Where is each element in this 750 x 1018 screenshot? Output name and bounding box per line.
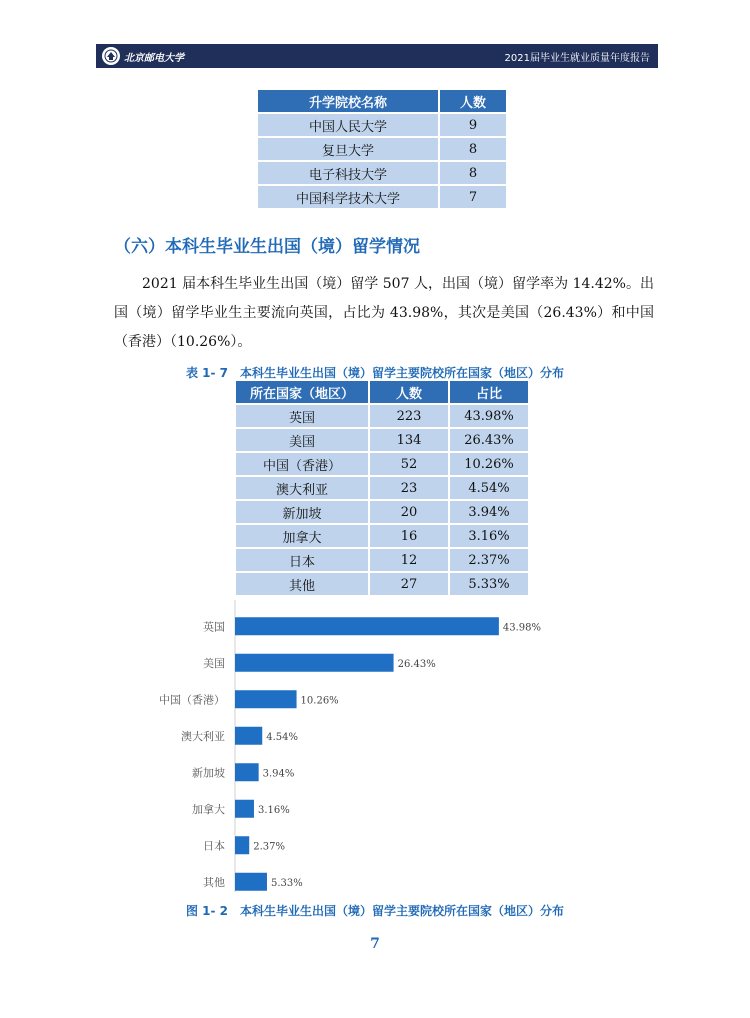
- data-label: 2.37%: [253, 841, 286, 853]
- bar: [235, 763, 259, 781]
- category-label: 日本: [203, 839, 225, 853]
- table-row: [236, 477, 528, 499]
- table-cell: 223: [370, 405, 448, 427]
- table-cell: 3.94%: [450, 501, 528, 523]
- bar: [235, 800, 254, 818]
- section-heading: （六）本科生毕业生出国（境）留学情况: [114, 237, 420, 257]
- category-label: 加拿大: [192, 802, 225, 816]
- bar: [235, 690, 297, 708]
- page-header: [96, 44, 658, 68]
- column-header-count: 人数: [440, 90, 506, 112]
- table-row: [236, 405, 528, 427]
- table-cell: 中国人民大学: [258, 114, 438, 136]
- table-cell: 8: [440, 138, 506, 160]
- table-row: [236, 453, 528, 475]
- category-label: 美国: [203, 656, 225, 670]
- table-cell: 52: [370, 453, 448, 475]
- table-row: [236, 549, 528, 571]
- university-emblem-icon: [102, 47, 120, 65]
- logo-text: 北京邮电大学: [124, 52, 184, 64]
- table-caption: 表 1- 7 本科生毕业生出国（境）留学主要院校所在国家（地区）分布: [185, 366, 565, 380]
- category-label: 中国（香港）: [159, 693, 225, 707]
- table-cell: 5.33%: [450, 573, 528, 595]
- data-label: 43.98%: [502, 622, 542, 634]
- table-row: [236, 573, 528, 595]
- table-cell: 澳大利亚: [236, 477, 368, 499]
- data-label: 3.16%: [257, 804, 290, 816]
- column-header-share: 占比: [450, 381, 528, 403]
- data-label: 5.33%: [270, 877, 303, 889]
- table-cell: 10.26%: [450, 453, 528, 475]
- table-row: [236, 501, 528, 523]
- table-cell: 加拿大: [236, 525, 368, 547]
- table-row: [236, 429, 528, 451]
- table-cell: 4.54%: [450, 477, 528, 499]
- table-cell: 2.37%: [450, 549, 528, 571]
- table-row: [258, 138, 506, 160]
- column-header-count: 人数: [370, 381, 448, 403]
- destination-bar-chart: [150, 600, 610, 892]
- page-number: 7: [370, 936, 380, 952]
- table-cell: 中国科学技术大学: [258, 186, 438, 208]
- table-cell: 7: [440, 186, 506, 208]
- bar: [235, 654, 394, 672]
- table-cell: 电子科技大学: [258, 162, 438, 184]
- table-cell: 其他: [236, 573, 368, 595]
- study-abroad-destination-table: [234, 379, 530, 597]
- table-cell: 8: [440, 162, 506, 184]
- category-label: 新加坡: [192, 766, 225, 780]
- table-cell: 134: [370, 429, 448, 451]
- data-label: 3.94%: [262, 768, 295, 780]
- table-cell: 英国: [236, 405, 368, 427]
- table-cell: 12: [370, 549, 448, 571]
- table-cell: 23: [370, 477, 448, 499]
- table-cell: 中国（香港）: [236, 453, 368, 475]
- bar: [235, 836, 249, 854]
- report-title: 2021届毕业生就业质量年度报告: [504, 52, 650, 64]
- table-row: [258, 186, 506, 208]
- university-logo: [102, 47, 184, 65]
- table-header-row: [258, 90, 506, 112]
- table-cell: 27: [370, 573, 448, 595]
- table-cell: 新加坡: [236, 501, 368, 523]
- data-label: 4.54%: [266, 731, 299, 743]
- table-row: [258, 114, 506, 136]
- figure-caption: 图 1- 2 本科生毕业生出国（境）留学主要院校所在国家（地区）分布: [185, 904, 565, 918]
- table-cell: 9: [440, 114, 506, 136]
- table-cell: 复旦大学: [258, 138, 438, 160]
- bar: [235, 617, 499, 635]
- data-label: 10.26%: [300, 695, 339, 707]
- table-row: [258, 162, 506, 184]
- table-cell: 43.98%: [450, 405, 528, 427]
- table-header-row: [236, 381, 528, 403]
- bar: [235, 873, 267, 891]
- data-label: 26.43%: [397, 658, 436, 670]
- column-header-country: 所在国家（地区）: [236, 381, 368, 403]
- category-label: 澳大利亚: [181, 729, 225, 743]
- table-cell: 美国: [236, 429, 368, 451]
- bar: [235, 727, 262, 745]
- table-cell: 日本: [236, 549, 368, 571]
- column-header-school: 升学院校名称: [258, 90, 438, 112]
- table-cell: 20: [370, 501, 448, 523]
- table-cell: 26.43%: [450, 429, 528, 451]
- section-paragraph: 2021 届本科生毕业生出国（境）留学 507 人，出国（境）留学率为 14.42%。出国（境）留学毕业生主要流向英国，占比为 43.98%，其次是美国（26.43%）和中国（香港）（10.26%）。: [114, 276, 654, 350]
- table-cell: 3.16%: [450, 525, 528, 547]
- category-label: 英国: [203, 620, 225, 634]
- further-study-table: [256, 88, 508, 210]
- table-cell: 16: [370, 525, 448, 547]
- category-label: 其他: [203, 875, 225, 889]
- table-row: [236, 525, 528, 547]
